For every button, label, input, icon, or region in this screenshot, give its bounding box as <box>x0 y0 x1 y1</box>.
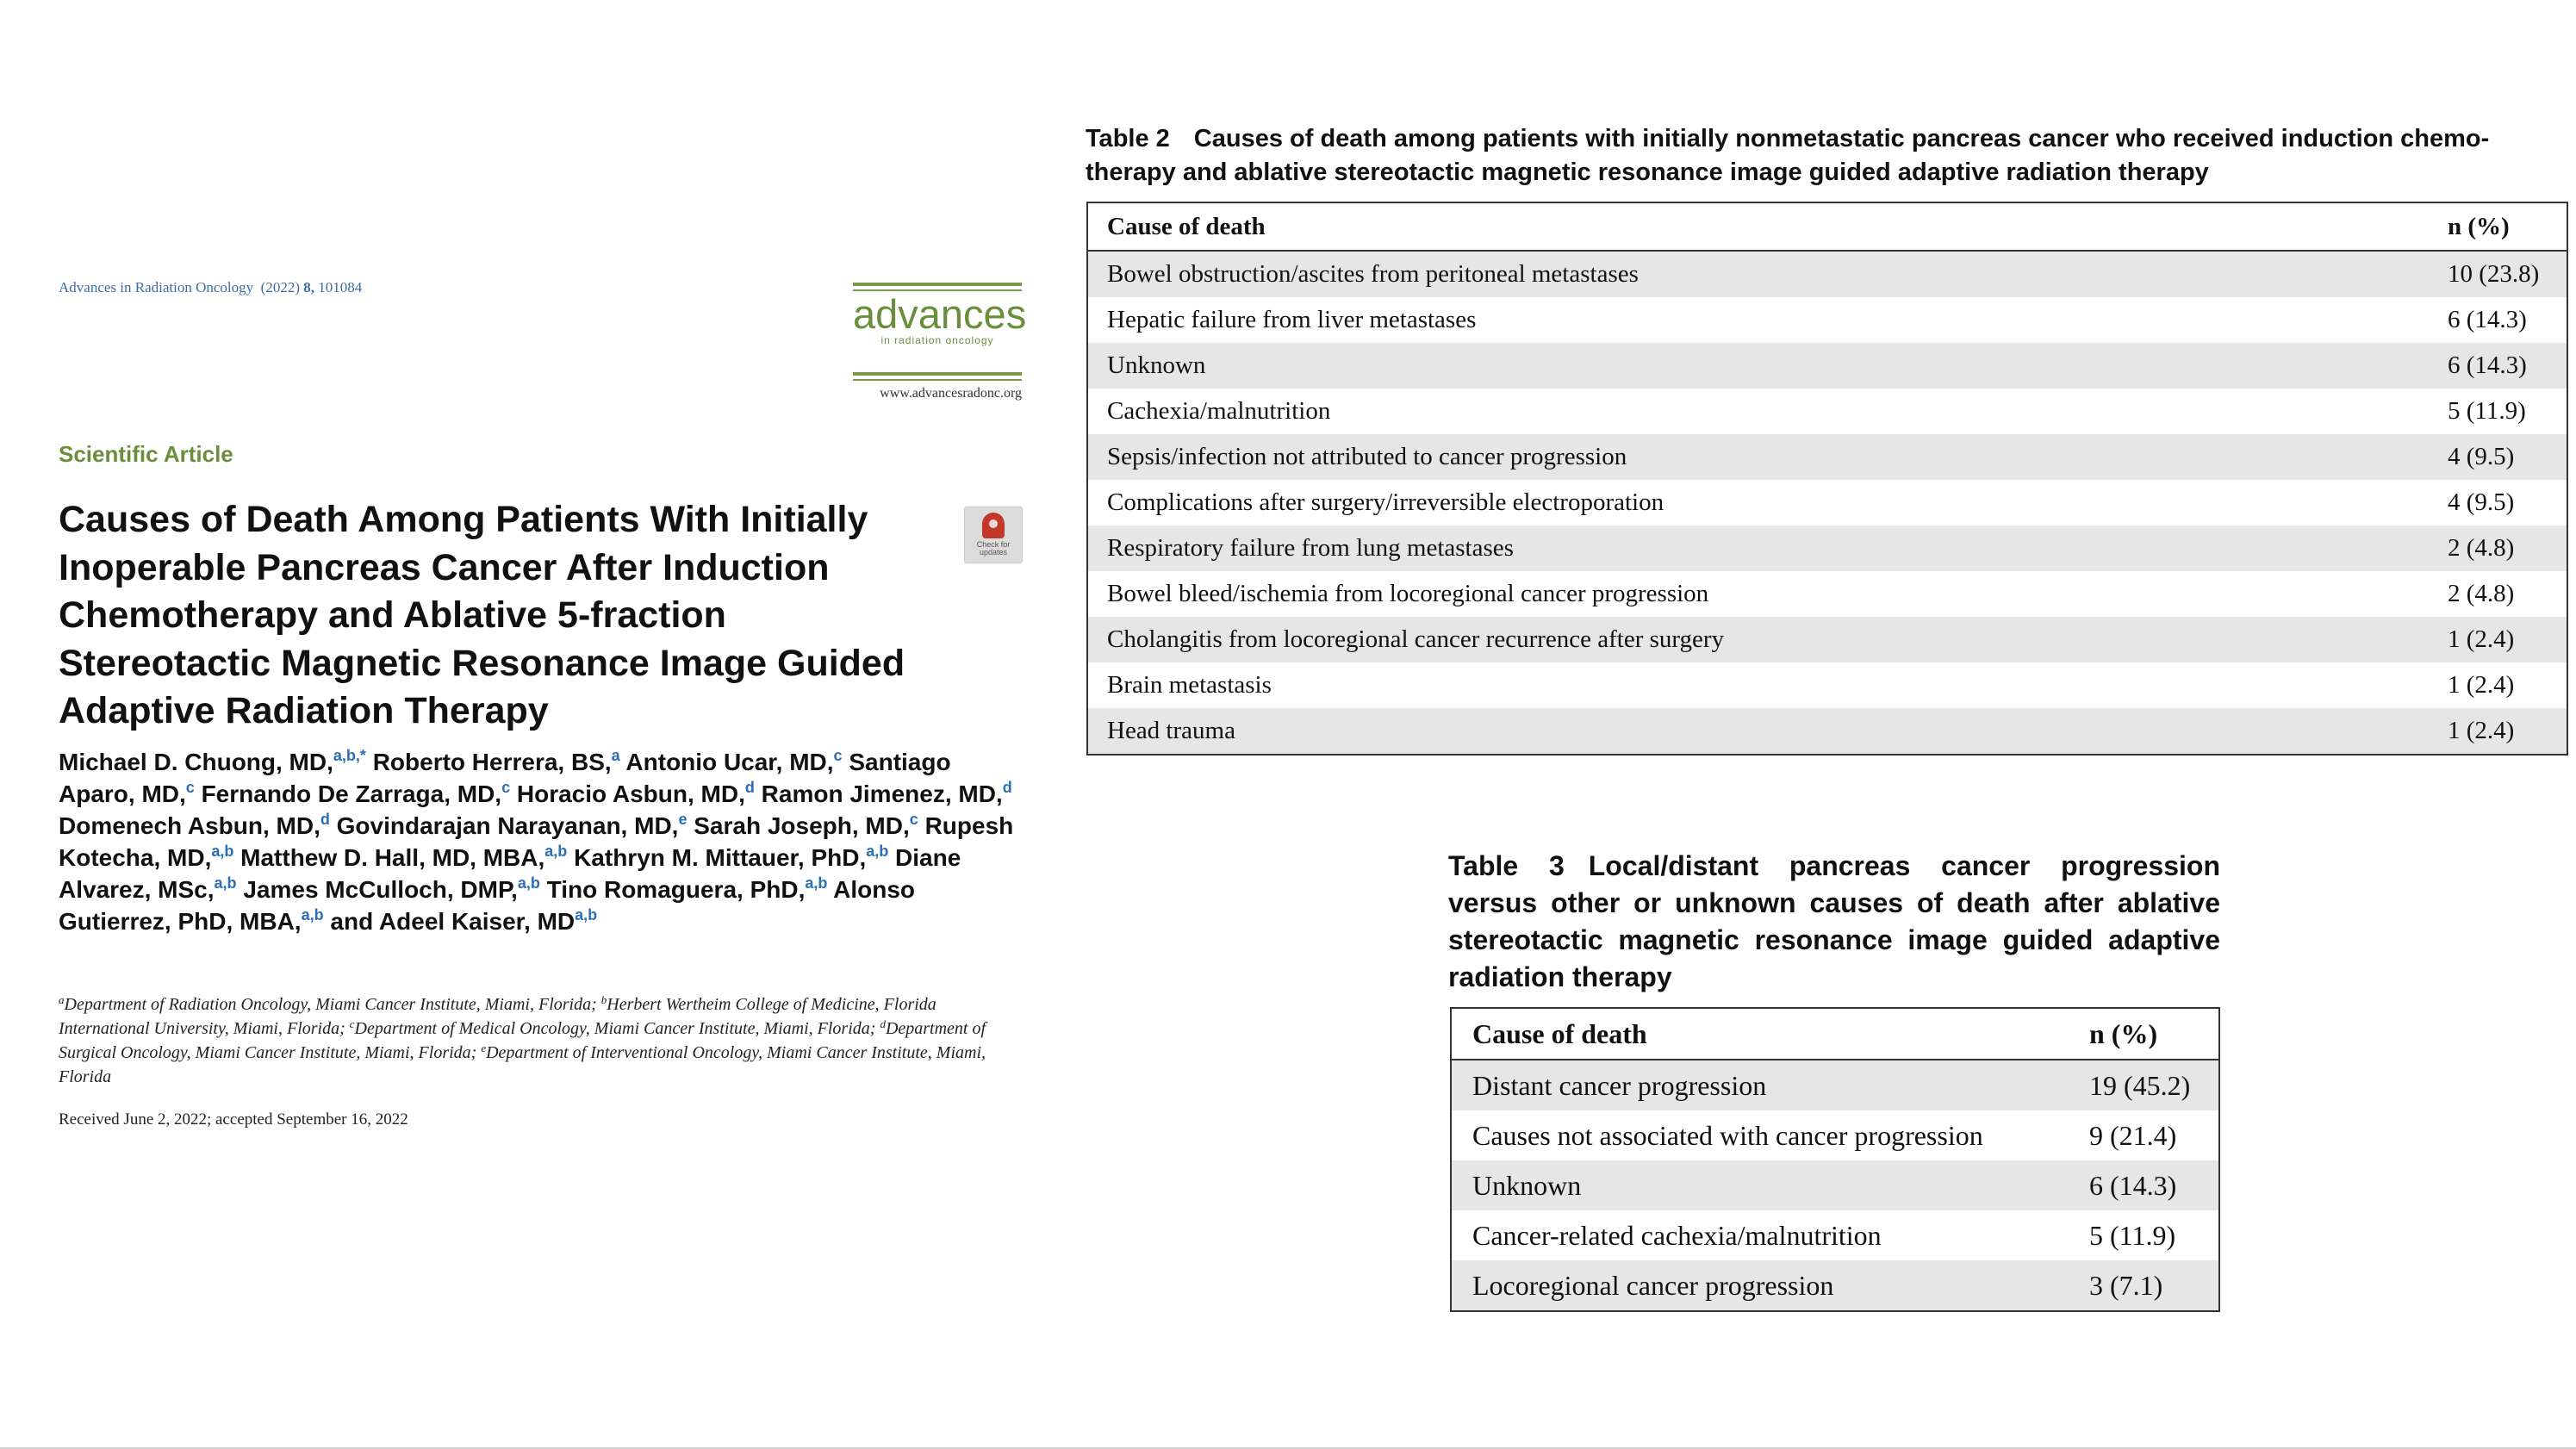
author-name[interactable]: and <box>330 908 374 935</box>
count-cell: 2 (4.8) <box>2448 580 2515 607</box>
table-3-caption <box>1448 848 2220 996</box>
author-affiliation-marker[interactable]: c <box>185 779 195 796</box>
affiliation-text: Department of Radiation Oncology, Miami Cancer Institute, Miami, Florida; <box>64 995 597 1014</box>
table-row <box>1087 708 2567 755</box>
table-row <box>1087 480 2567 525</box>
bookmark-icon <box>982 513 1005 538</box>
author-affiliation-marker[interactable]: c <box>501 779 511 796</box>
author-name[interactable]: Santiago Aparo, MD, <box>59 749 951 807</box>
author-name[interactable]: Fernando De Zarraga, MD, <box>201 780 502 807</box>
author-name[interactable]: Alonso Gutierrez, PhD, MBA, <box>59 876 916 935</box>
logo-wordmark: advances <box>853 291 1027 337</box>
logo-rule-bottom <box>853 372 1022 376</box>
table-row <box>1087 251 2567 297</box>
count-cell: 4 (9.5) <box>2448 488 2515 516</box>
journal-volume: 8, <box>303 279 314 295</box>
cause-cell: Head trauma <box>1087 708 2429 755</box>
author-name[interactable]: Horacio Asbun, MD, <box>516 780 745 807</box>
table-row <box>1451 1260 2219 1311</box>
table-row <box>1451 1060 2219 1110</box>
cause-cell: Complications after surgery/irreversible electroporation <box>1107 488 1664 516</box>
count-cell: 1 (2.4) <box>2429 617 2567 662</box>
cause-cell: Cancer-related cachexia/malnutrition <box>1472 1219 1882 1251</box>
table-row <box>1087 434 2567 480</box>
cause-cell: Respiratory failure from lung metastases <box>1087 525 2429 571</box>
table-row <box>1087 662 2567 708</box>
author-affiliation-marker[interactable]: a <box>611 747 620 764</box>
logo-rule-bottom-2 <box>853 379 1022 381</box>
cause-cell: Cachexia/malnutrition <box>1107 397 1331 425</box>
author-name[interactable]: Roberto Herrera, BS, <box>372 749 612 775</box>
table-header-row <box>1451 1008 2219 1060</box>
journal-name: Advances in Radiation Oncology <box>59 279 254 295</box>
table-row <box>1451 1160 2219 1210</box>
table-header-row <box>1087 202 2567 251</box>
cause-cell: Causes not associated with cancer progression <box>1472 1119 1983 1151</box>
table-3 <box>1450 1007 2220 1312</box>
affiliation-text: Department of Medical Oncology, Miami Cancer Institute, Miami, Florida; <box>354 1019 876 1038</box>
cause-cell: Bowel obstruction/ascites from peritoneal metastases <box>1087 251 2429 297</box>
affiliation-text: Herbert Wertheim College of Medicine, Florida International University, Miami, Florida; <box>59 995 936 1038</box>
author-name[interactable]: Kathryn M. Mittauer, PhD, <box>574 844 867 871</box>
article-section-label: Scientific Article <box>59 441 233 467</box>
column-header-cause: Cause of death <box>1087 202 2429 251</box>
column-header-cause: Cause of death <box>1451 1008 2069 1060</box>
count-cell: 3 (7.1) <box>2069 1260 2219 1311</box>
table-2 <box>1086 202 2568 756</box>
author-affiliation-marker[interactable]: a,b <box>301 906 324 924</box>
journal-year: (2022) <box>260 279 300 295</box>
author-affiliation-marker[interactable]: d <box>744 779 755 796</box>
author-affiliation-marker[interactable]: a,b <box>805 874 828 892</box>
author-name[interactable]: Matthew D. Hall, MD, MBA, <box>240 844 545 871</box>
author-affiliation-marker[interactable]: d <box>1002 779 1012 796</box>
author-affiliation-marker[interactable]: a,b <box>575 906 598 924</box>
cause-cell: Bowel bleed/ischemia from locoregional cancer progression <box>1107 580 1709 607</box>
author-name[interactable]: Tino Romaguera, PhD, <box>546 876 806 903</box>
count-cell: 4 (9.5) <box>2429 434 2567 480</box>
check-for-updates-button[interactable] <box>964 507 1023 563</box>
cause-cell: Locoregional cancer progression <box>1451 1260 2069 1311</box>
author-affiliation-marker[interactable]: a,b <box>544 843 568 860</box>
cause-cell: Hepatic failure from liver metastases <box>1107 306 1477 333</box>
table-3-number: Table 3 <box>1448 850 1565 881</box>
count-cell: 6 (14.3) <box>2448 306 2527 333</box>
table-row <box>1451 1110 2219 1160</box>
author-affiliation-marker[interactable]: d <box>320 811 330 828</box>
count-cell: 5 (11.9) <box>2089 1219 2176 1251</box>
received-dates: Received June 2, 2022; accepted September 16, 2022 <box>59 1110 408 1129</box>
author-affiliation-marker[interactable]: a,b,* <box>333 747 366 764</box>
author-affiliation-marker[interactable]: e <box>678 811 688 828</box>
cause-cell: Distant cancer progression <box>1451 1060 2069 1110</box>
table-2-caption-text: Causes of death among patients with initially nonmetastatic pancreas cancer who received induction chemo-therapy and ablative stereotactic magnetic resonance image guided adaptive radiation therapy <box>1086 125 2490 186</box>
affiliation-marker: b <box>600 993 607 1006</box>
cause-cell: Brain metastasis <box>1107 671 1272 699</box>
count-cell: 1 (2.4) <box>2448 671 2515 699</box>
cause-cell: Unknown <box>1087 343 2429 389</box>
logo-subtitle: in radiation oncology <box>880 334 994 346</box>
journal-url[interactable]: www.advancesradonc.org <box>880 386 1022 401</box>
column-header-n: n (%) <box>2069 1008 2219 1060</box>
count-cell: 6 (14.3) <box>2069 1160 2219 1210</box>
author-name[interactable]: Antonio Ucar, MD, <box>625 749 834 775</box>
author-name[interactable]: Adeel Kaiser, MD <box>378 908 576 935</box>
count-cell: 6 (14.3) <box>2429 343 2567 389</box>
count-cell: 5 (11.9) <box>2448 397 2526 425</box>
table-row <box>1087 389 2567 434</box>
table-row <box>1087 343 2567 389</box>
count-cell: 19 (45.2) <box>2069 1060 2219 1110</box>
author-name[interactable]: Rupesh Kotecha, MD, <box>59 812 1014 871</box>
journal-citation <box>59 279 362 296</box>
author-name[interactable]: Domenech Asbun, MD, <box>59 812 320 839</box>
affiliation-marker: e <box>481 1042 487 1054</box>
table-row <box>1087 571 2567 617</box>
author-affiliation-marker[interactable]: c <box>909 811 918 828</box>
affiliation-text: Department of Interventional Oncology, Miami Cancer Institute, Miami, Florida <box>59 1043 986 1086</box>
author-name[interactable]: James McCulloch, DMP, <box>243 876 518 903</box>
affiliation-marker: d <box>880 1017 886 1030</box>
count-cell: 2 (4.8) <box>2429 525 2567 571</box>
table-2-number: Table 2 <box>1086 125 1170 152</box>
author-list <box>59 746 1032 937</box>
table-row <box>1087 297 2567 343</box>
table-3-caption-text: Local/distant pancreas cancer progression versus other or unknown causes of death after ablative stereotactic magnetic resonance image guided adaptive radiation therapy <box>1448 850 2220 992</box>
count-cell: 10 (23.8) <box>2429 251 2567 297</box>
author-name[interactable]: Michael D. Chuong, MD, <box>59 749 333 775</box>
journal-logo <box>853 283 1027 401</box>
author-name[interactable]: Ramon Jimenez, MD, <box>761 780 1003 807</box>
affiliations <box>59 992 989 1089</box>
author-affiliation-marker[interactable]: c <box>833 747 843 764</box>
cause-cell: Unknown <box>1451 1160 2069 1210</box>
author-affiliation-marker[interactable]: a,b <box>517 874 540 892</box>
author-affiliation-marker[interactable]: a,b <box>214 874 237 892</box>
count-cell: 9 (21.4) <box>2089 1119 2177 1151</box>
cause-cell: Cholangitis from locoregional cancer recurrence after surgery <box>1087 617 2429 662</box>
table-row <box>1451 1210 2219 1260</box>
affiliation-marker: a <box>59 993 65 1006</box>
count-cell: 1 (2.4) <box>2429 708 2567 755</box>
article-title: Causes of Death Among Patients With Initially Inoperable Pancreas Cancer After Induction Chemotherapy and Ablative 5-fraction Stereotactic Magnetic Resonance Image Guided Adaptive Radiation Therapy <box>59 499 905 731</box>
author-affiliation-marker[interactable]: a,b <box>211 843 234 860</box>
logo-rule-top <box>853 283 1022 286</box>
author-name[interactable]: Sarah Joseph, MD, <box>694 812 910 839</box>
affiliation-text: Department of Surgical Oncology, Miami Cancer Institute, Miami, Florida; <box>59 1019 986 1062</box>
author-name[interactable]: Govindarajan Narayanan, MD, <box>336 812 679 839</box>
affiliation-marker: c <box>349 1017 355 1030</box>
table-row <box>1087 525 2567 571</box>
cause-cell: Sepsis/infection not attributed to cancer progression <box>1087 434 2429 480</box>
column-header-n: n (%) <box>2429 202 2567 251</box>
table-row <box>1087 617 2567 662</box>
check-for-updates-label: Check for updates <box>976 540 1011 557</box>
author-affiliation-marker[interactable]: a,b <box>866 843 889 860</box>
table-2-caption <box>1086 122 2567 190</box>
author-name[interactable]: Diane Alvarez, MSc, <box>59 844 961 903</box>
journal-article-number: 101084 <box>318 279 363 295</box>
